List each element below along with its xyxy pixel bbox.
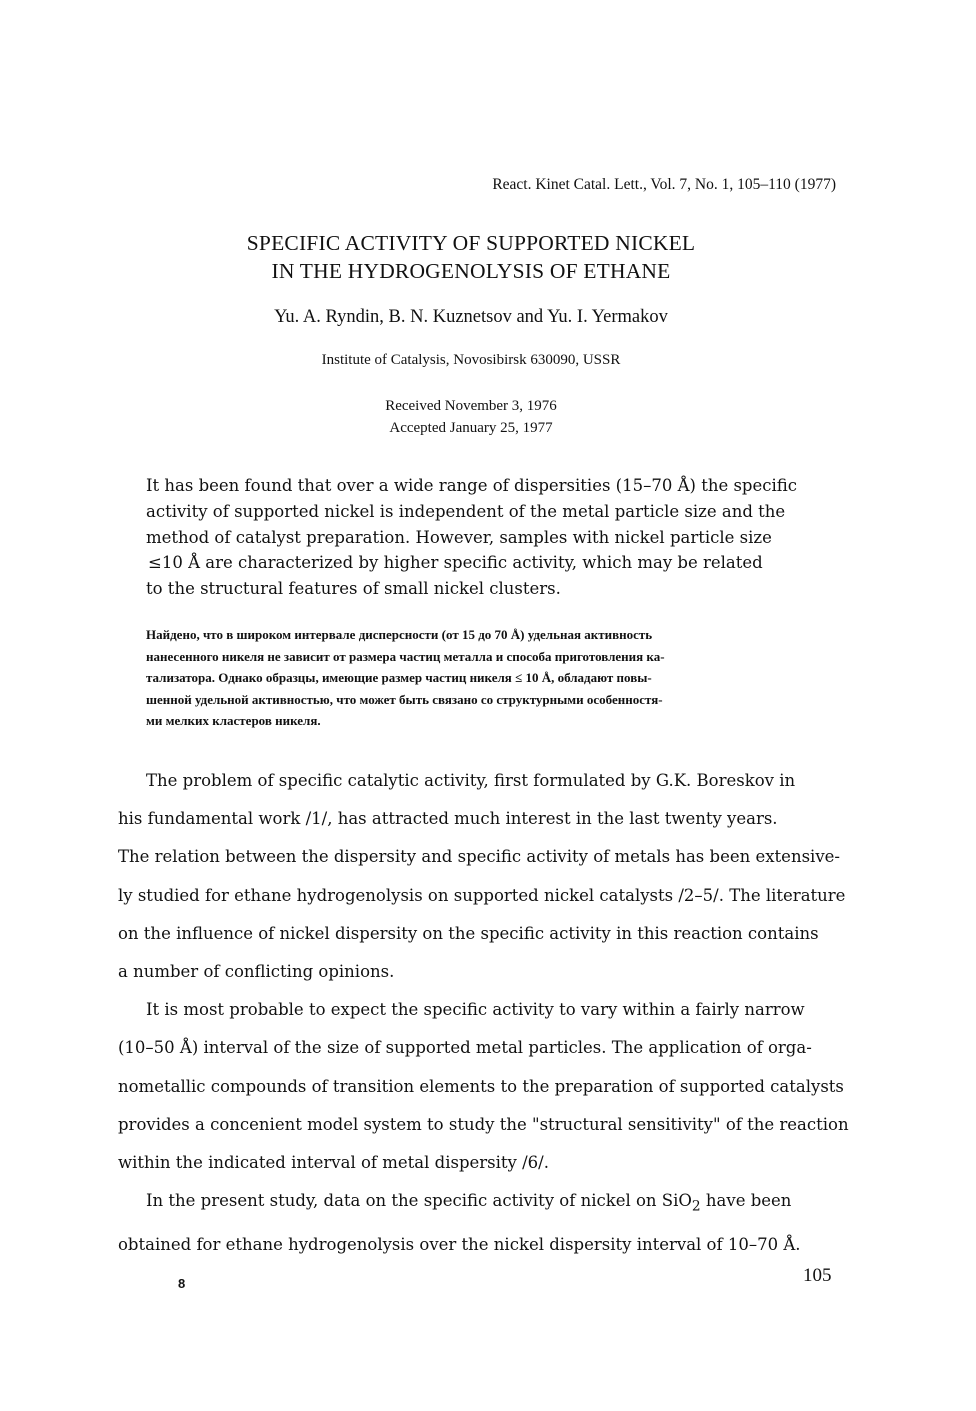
paper-title: [0, 229, 942, 285]
body-line: on the influence of nickel dispersity on the specific activity in this reaction contains: [118, 923, 819, 943]
abstract-en-line: ≤10 Å are characterized by higher specific activity, which may be related: [148, 553, 763, 573]
accepted-date: Accepted January 25, 1977: [389, 420, 553, 436]
abstract-en-line: activity of supported nickel is independent of the metal particle size and the: [146, 501, 786, 521]
institution: Institute of Catalysis, Novosibirsk 630090, USSR: [321, 352, 621, 368]
body-line: provides a concenient model system to study the "structural sensitivity" of the reaction: [118, 1114, 849, 1134]
body-line: within the indicated interval of metal dispersity /6/.: [118, 1153, 549, 1173]
body-line: (10–50 Å) interval of the size of supported metal particles. The application of orga-: [118, 1038, 812, 1058]
abstract-english: [146, 473, 826, 602]
page-number: 105: [803, 1265, 832, 1286]
abstract-ru-line: нанесенного никеля не зависит от размера частиц металла и способа приготовления ка-: [146, 648, 665, 664]
abstract-en-line: It has been found that over a wide range of dispersities (15–70 Å) the specific: [146, 476, 798, 495]
title-line-2: IN THE HYDROGENOLYSIS OF ETHANE: [271, 259, 671, 283]
abstract-ru-line: ми мелких кластеров никеля.: [146, 713, 321, 728]
abstract-ru-line: тализатора. Однако образцы, имеющие размер частиц никеля ≤ 10 Å, обладают повы-: [146, 670, 652, 685]
body-line: his fundamental work /1/, has attracted much interest in the last twenty years.: [118, 809, 778, 829]
body-line: obtained for ethane hydrogenolysis over the nickel dispersity interval of 10–70 Å.: [118, 1234, 801, 1254]
authors: Yu. A. Ryndin, B. N. Kuznetsov and Yu. I. Yermakov: [274, 307, 668, 327]
received-date: Received November 3, 1976: [385, 398, 557, 414]
abstract-en-line: to the structural features of small nickel clusters.: [146, 579, 561, 599]
submission-dates: [0, 395, 942, 439]
body-text-fragment: In the present study, data on the specific activity of nickel on SiO: [146, 1191, 692, 1211]
body-line: The problem of specific catalytic activity, first formulated by G.K. Boreskov in: [146, 771, 796, 790]
abstract-en-line: method of catalyst preparation. However, samples with nickel particle size: [146, 527, 772, 547]
body-line: nometallic compounds of transition elements to the preparation of supported catalysts: [118, 1076, 844, 1096]
title-line-1: SPECIFIC ACTIVITY OF SUPPORTED NICKEL: [246, 231, 696, 255]
body-text-fragment: have been: [700, 1191, 792, 1211]
subscript-2: 2: [691, 1198, 701, 1215]
abstract-russian: [146, 624, 858, 732]
signature-mark: 8: [178, 1276, 186, 1291]
body-line: a number of conflicting opinions.: [118, 962, 395, 982]
abstract-ru-line: шенной удельной активностью, что может быть связано со структурными особенностя-: [146, 691, 663, 707]
journal-citation: React. Kinet Catal. Lett., Vol. 7, No. 1, 105–110 (1977): [492, 176, 836, 193]
body-line: The relation between the dispersity and specific activity of metals has been extensive-: [118, 847, 840, 867]
body-text: [118, 762, 888, 1264]
abstract-ru-line: Найдено, что в широком интервале дисперсности (от 15 до 70 Å) удельная активность: [146, 627, 653, 642]
body-line: It is most probable to expect the specific activity to vary within a fairly narrow: [146, 1000, 805, 1020]
body-line: [118, 1182, 888, 1226]
body-line: ly studied for ethane hydrogenolysis on supported nickel catalysts /2–5/. The literature: [118, 885, 846, 905]
